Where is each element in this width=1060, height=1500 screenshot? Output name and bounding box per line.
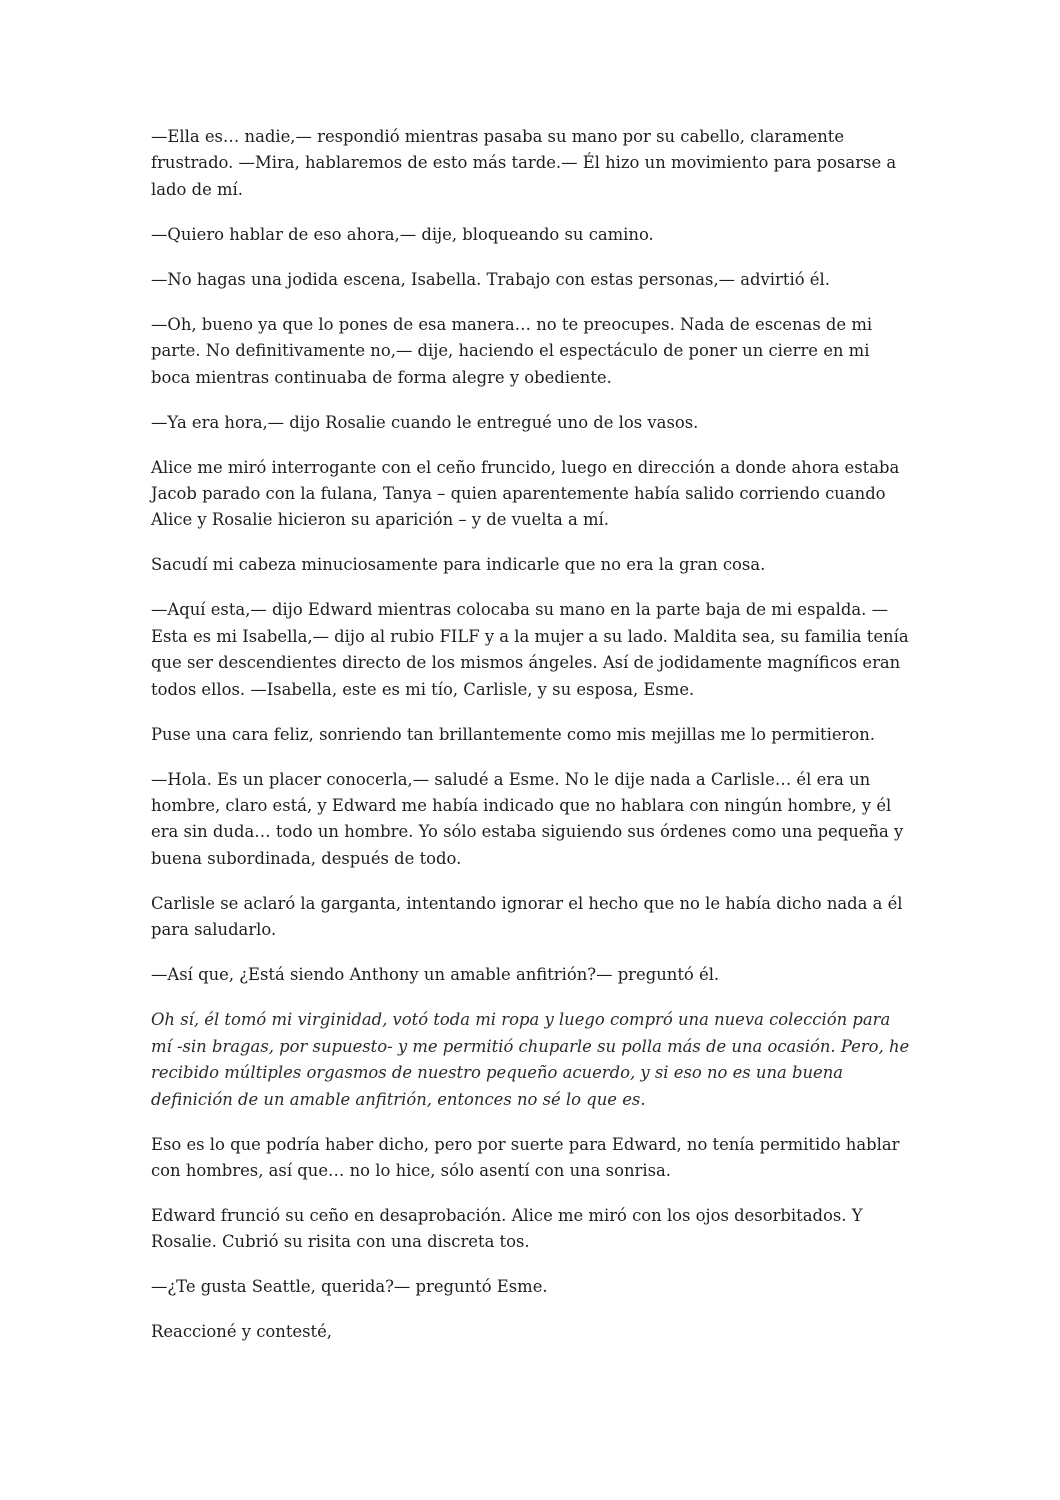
paragraph: —Ya era hora,— dijo Rosalie cuando le entregué uno de los vasos. — [151, 412, 699, 432]
paragraph: —¿Te gusta Seattle, querida?— preguntó Esme. — [151, 1277, 548, 1297]
paragraph: Carlisle se aclaró la garganta, intentando ignorar el hecho que no le había dicho nada a él para saludarlo. — [151, 893, 903, 940]
paragraph: —Ella es… nadie,— respondió mientras pasaba su mano por su cabello, claramente frustrado. —Mira, hablaremos de esto más tarde.— Él hizo un movimiento para posarse a lado de mí. — [151, 127, 897, 199]
paragraph: —Así que, ¿Está siendo Anthony un amable anfitrión?— preguntó él. — [151, 965, 720, 985]
paragraph: Alice me miró interrogante con el ceño fruncido, luego en dirección a donde ahora estaba Jacob parado con la fulana, Tanya – quien aparentemente había salido corriendo cuando Alice y Rosalie hicieron su aparición – y de vuelta a mí. — [151, 457, 900, 530]
paragraph: Eso es lo que podría haber dicho, pero por suerte para Edward, no tenía permitido hablar con hombres, así que… no lo hice, sólo asentí con una sonrisa. — [151, 1134, 900, 1180]
paragraph: Sacudí mi cabeza minuciosamente para indicarle que no era la gran cosa. — [151, 555, 766, 575]
paragraph: —Hola. Es un placer conocerla,— saludé a Esme. No le dije nada a Carlisle… él era un hombre, claro está, y Edward me había indicado que no hablara con ningún hombre, y él era sin duda… todo un hombre. Yo sólo estaba siguiendo sus órdenes como una pequeña y buena subordinada, después de todo. — [151, 769, 904, 868]
paragraph: Reaccioné y contesté, — [151, 1322, 333, 1342]
paragraph: —Quiero hablar de eso ahora,— dije, bloqueando su camino. — [151, 224, 654, 244]
paragraph: —Oh, bueno ya que lo pones de esa manera… no te preocupes. Nada de escenas de mi parte. No definitivamente no,— dije, haciendo el espectáculo de poner un cierre en mi boca mientras continuaba de forma alegre y obediente. — [151, 314, 873, 387]
paragraph: Edward frunció su ceño en desaprobación. Alice me miró con los ojos desorbitados. Y Rosalie. Cubrió su risita con una discreta tos. — [151, 1205, 863, 1252]
italic-paragraph: Oh sí, él tomó mi virginidad, votó toda mi ropa y luego compró una nueva colección para mí -sin bragas, por supuesto- y me permitió chuparle su polla más de una ocasión. Pero, he recibido múltiples orgasmos de nuestro pequeño acuerdo, y si eso no es una buena definición de un amable anfitrión, entonces no sé lo que es. — [151, 1010, 910, 1109]
document-page — [151, 124, 911, 1364]
paragraph: —Aquí esta,— dijo Edward mientras colocaba su mano en la parte baja de mi espalda. —Esta es mi Isabella,— dijo al rubio FILF y a la mujer a su lado. Maldita sea, su familia tenía que ser descendientes directo de los mismos ángeles. Así de jodidamente magníficos eran todos ellos. —Isabella, este es mi tío, Carlisle, y su esposa, Esme. — [151, 600, 909, 699]
paragraph: —No hagas una jodida escena, Isabella. Trabajo con estas personas,— advirtió él. — [151, 269, 830, 289]
paragraph: Puse una cara feliz, sonriendo tan brillantemente como mis mejillas me lo permitieron. — [151, 724, 876, 744]
